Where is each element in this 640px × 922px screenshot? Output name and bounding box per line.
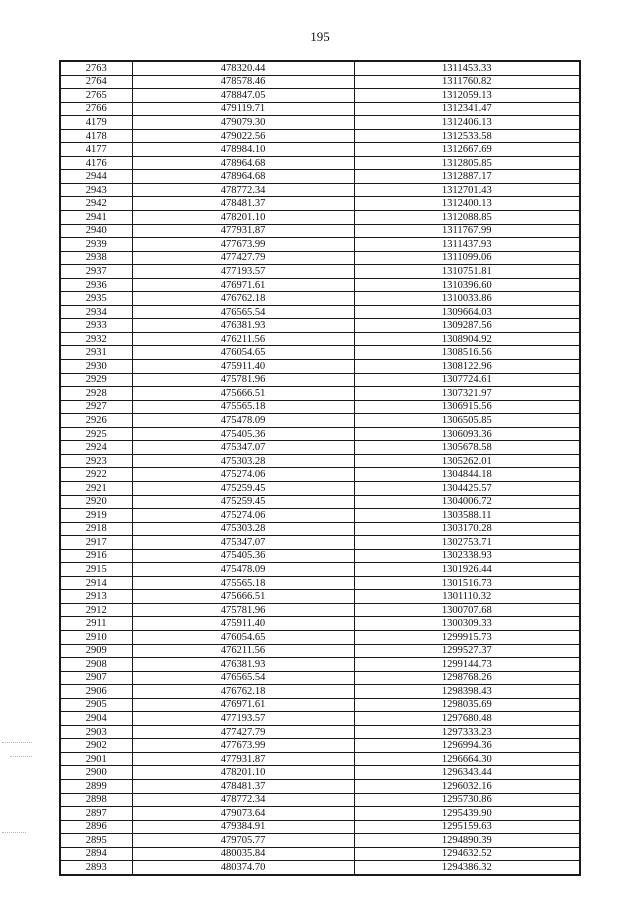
point-number-cell: 2907 <box>60 671 132 685</box>
point-number-cell: 2910 <box>60 630 132 644</box>
table-row <box>60 847 580 861</box>
x-coordinate-cell: 475274.06 <box>132 509 354 523</box>
point-number-cell: 2895 <box>60 834 132 848</box>
y-coordinate-cell: 1308122.96 <box>354 360 580 374</box>
y-coordinate-cell: 1311437.93 <box>354 238 580 252</box>
table-row <box>60 292 580 306</box>
table-row <box>60 712 580 726</box>
y-coordinate-cell: 1306915.56 <box>354 400 580 414</box>
x-coordinate-cell: 477193.57 <box>132 712 354 726</box>
point-number-cell: 2916 <box>60 549 132 563</box>
point-number-cell: 2915 <box>60 563 132 577</box>
table-row <box>60 509 580 523</box>
y-coordinate-cell: 1298035.69 <box>354 698 580 712</box>
x-coordinate-cell: 475911.40 <box>132 360 354 374</box>
point-number-cell: 2920 <box>60 495 132 509</box>
table-row <box>60 671 580 685</box>
point-number-cell: 2936 <box>60 278 132 292</box>
point-number-cell: 2912 <box>60 603 132 617</box>
point-number-cell: 2763 <box>60 61 132 75</box>
table-row <box>60 468 580 482</box>
table-row <box>60 441 580 455</box>
table-row <box>60 590 580 604</box>
point-number-cell: 2942 <box>60 197 132 211</box>
x-coordinate-cell: 475259.45 <box>132 481 354 495</box>
point-number-cell: 2918 <box>60 522 132 536</box>
y-coordinate-cell: 1297680.48 <box>354 712 580 726</box>
point-number-cell: 4179 <box>60 116 132 130</box>
point-number-cell: 4177 <box>60 143 132 157</box>
x-coordinate-cell: 475405.36 <box>132 549 354 563</box>
table-row <box>60 427 580 441</box>
table-row <box>60 698 580 712</box>
x-coordinate-cell: 478481.37 <box>132 197 354 211</box>
x-coordinate-cell: 479119.71 <box>132 102 354 116</box>
point-number-cell: 2909 <box>60 644 132 658</box>
x-coordinate-cell: 477673.99 <box>132 739 354 753</box>
table-row <box>60 319 580 333</box>
y-coordinate-cell: 1312406.13 <box>354 116 580 130</box>
y-coordinate-cell: 1312400.13 <box>354 197 580 211</box>
y-coordinate-cell: 1294632.52 <box>354 847 580 861</box>
x-coordinate-cell: 477931.87 <box>132 224 354 238</box>
x-coordinate-cell: 476054.65 <box>132 346 354 360</box>
y-coordinate-cell: 1304844.18 <box>354 468 580 482</box>
x-coordinate-cell: 478201.10 <box>132 766 354 780</box>
x-coordinate-cell: 479384.91 <box>132 820 354 834</box>
x-coordinate-cell: 476565.54 <box>132 305 354 319</box>
x-coordinate-cell: 478772.34 <box>132 183 354 197</box>
x-coordinate-cell: 475911.40 <box>132 617 354 631</box>
x-coordinate-cell: 475565.18 <box>132 400 354 414</box>
point-number-cell: 2938 <box>60 251 132 265</box>
x-coordinate-cell: 475781.96 <box>132 373 354 387</box>
table-row <box>60 536 580 550</box>
table-row <box>60 251 580 265</box>
y-coordinate-cell: 1296032.16 <box>354 779 580 793</box>
table-row <box>60 779 580 793</box>
table-row <box>60 129 580 143</box>
point-number-cell: 2937 <box>60 265 132 279</box>
point-number-cell: 2908 <box>60 658 132 672</box>
y-coordinate-cell: 1312059.13 <box>354 89 580 103</box>
point-number-cell: 2898 <box>60 793 132 807</box>
point-number-cell: 2766 <box>60 102 132 116</box>
x-coordinate-cell: 478772.34 <box>132 793 354 807</box>
table-row <box>60 400 580 414</box>
margin-mark <box>2 832 26 834</box>
point-number-cell: 2904 <box>60 712 132 726</box>
x-coordinate-cell: 475347.07 <box>132 536 354 550</box>
y-coordinate-cell: 1295439.90 <box>354 807 580 821</box>
table-row <box>60 278 580 292</box>
page-number: 195 <box>310 29 330 44</box>
x-coordinate-cell: 478984.10 <box>132 143 354 157</box>
x-coordinate-cell: 478847.05 <box>132 89 354 103</box>
table-row <box>60 820 580 834</box>
y-coordinate-cell: 1312701.43 <box>354 183 580 197</box>
table-row <box>60 89 580 103</box>
y-coordinate-cell: 1296994.36 <box>354 739 580 753</box>
x-coordinate-cell: 476381.93 <box>132 658 354 672</box>
x-coordinate-cell: 477193.57 <box>132 265 354 279</box>
table-row <box>60 75 580 89</box>
x-coordinate-cell: 478964.68 <box>132 156 354 170</box>
point-number-cell: 2897 <box>60 807 132 821</box>
coordinates-table-body <box>60 61 580 875</box>
x-coordinate-cell: 479073.64 <box>132 807 354 821</box>
point-number-cell: 2924 <box>60 441 132 455</box>
point-number-cell: 2901 <box>60 752 132 766</box>
x-coordinate-cell: 480035.84 <box>132 847 354 861</box>
table-row <box>60 522 580 536</box>
point-number-cell: 2922 <box>60 468 132 482</box>
y-coordinate-cell: 1312533.58 <box>354 129 580 143</box>
x-coordinate-cell: 479022.56 <box>132 129 354 143</box>
table-row <box>60 332 580 346</box>
y-coordinate-cell: 1311760.82 <box>354 75 580 89</box>
table-row <box>60 373 580 387</box>
x-coordinate-cell: 476565.54 <box>132 671 354 685</box>
point-number-cell: 2923 <box>60 454 132 468</box>
point-number-cell: 2926 <box>60 414 132 428</box>
table-row <box>60 630 580 644</box>
x-coordinate-cell: 475303.28 <box>132 522 354 536</box>
point-number-cell: 2899 <box>60 779 132 793</box>
table-row <box>60 739 580 753</box>
y-coordinate-cell: 1310751.81 <box>354 265 580 279</box>
table-row <box>60 685 580 699</box>
y-coordinate-cell: 1311767.99 <box>354 224 580 238</box>
y-coordinate-cell: 1312341.47 <box>354 102 580 116</box>
table-row <box>60 495 580 509</box>
point-number-cell: 2927 <box>60 400 132 414</box>
y-coordinate-cell: 1308516.56 <box>354 346 580 360</box>
y-coordinate-cell: 1297333.23 <box>354 725 580 739</box>
table-row <box>60 116 580 130</box>
table-row <box>60 346 580 360</box>
y-coordinate-cell: 1310396.60 <box>354 278 580 292</box>
x-coordinate-cell: 475478.09 <box>132 414 354 428</box>
y-coordinate-cell: 1312805.85 <box>354 156 580 170</box>
point-number-cell: 2939 <box>60 238 132 252</box>
y-coordinate-cell: 1303588.11 <box>354 509 580 523</box>
table-row <box>60 61 580 75</box>
table-row <box>60 807 580 821</box>
point-number-cell: 2941 <box>60 211 132 225</box>
y-coordinate-cell: 1307724.61 <box>354 373 580 387</box>
table-row <box>60 170 580 184</box>
y-coordinate-cell: 1303170.28 <box>354 522 580 536</box>
x-coordinate-cell: 476211.56 <box>132 332 354 346</box>
y-coordinate-cell: 1295730.86 <box>354 793 580 807</box>
table-row <box>60 211 580 225</box>
x-coordinate-cell: 476762.18 <box>132 292 354 306</box>
point-number-cell: 2935 <box>60 292 132 306</box>
table-row <box>60 454 580 468</box>
x-coordinate-cell: 480374.70 <box>132 861 354 875</box>
y-coordinate-cell: 1300707.68 <box>354 603 580 617</box>
x-coordinate-cell: 475303.28 <box>132 454 354 468</box>
point-number-cell: 2928 <box>60 387 132 401</box>
x-coordinate-cell: 476211.56 <box>132 644 354 658</box>
table-row <box>60 603 580 617</box>
point-number-cell: 2906 <box>60 685 132 699</box>
x-coordinate-cell: 475666.51 <box>132 590 354 604</box>
y-coordinate-cell: 1298398.43 <box>354 685 580 699</box>
table-row <box>60 143 580 157</box>
y-coordinate-cell: 1300309.33 <box>354 617 580 631</box>
table-row <box>60 238 580 252</box>
y-coordinate-cell: 1306093.36 <box>354 427 580 441</box>
table-row <box>60 156 580 170</box>
margin-mark <box>10 756 32 758</box>
table-row <box>60 644 580 658</box>
point-number-cell: 2903 <box>60 725 132 739</box>
y-coordinate-cell: 1296343.44 <box>354 766 580 780</box>
y-coordinate-cell: 1311099.06 <box>354 251 580 265</box>
y-coordinate-cell: 1306505.85 <box>354 414 580 428</box>
table-row <box>60 563 580 577</box>
point-number-cell: 2944 <box>60 170 132 184</box>
table-row <box>60 793 580 807</box>
table-row <box>60 658 580 672</box>
table-row <box>60 481 580 495</box>
x-coordinate-cell: 475274.06 <box>132 468 354 482</box>
table-row <box>60 360 580 374</box>
point-number-cell: 2932 <box>60 332 132 346</box>
y-coordinate-cell: 1311453.33 <box>354 61 580 75</box>
x-coordinate-cell: 477427.79 <box>132 725 354 739</box>
point-number-cell: 2913 <box>60 590 132 604</box>
x-coordinate-cell: 475259.45 <box>132 495 354 509</box>
table-row <box>60 576 580 590</box>
y-coordinate-cell: 1308904.92 <box>354 332 580 346</box>
y-coordinate-cell: 1294386.32 <box>354 861 580 875</box>
y-coordinate-cell: 1298768.26 <box>354 671 580 685</box>
x-coordinate-cell: 477931.87 <box>132 752 354 766</box>
table-row <box>60 183 580 197</box>
table-row <box>60 549 580 563</box>
table-row <box>60 265 580 279</box>
y-coordinate-cell: 1312667.69 <box>354 143 580 157</box>
x-coordinate-cell: 476971.61 <box>132 278 354 292</box>
point-number-cell: 2765 <box>60 89 132 103</box>
point-number-cell: 2902 <box>60 739 132 753</box>
point-number-cell: 2933 <box>60 319 132 333</box>
point-number-cell: 2894 <box>60 847 132 861</box>
y-coordinate-cell: 1301516.73 <box>354 576 580 590</box>
x-coordinate-cell: 477427.79 <box>132 251 354 265</box>
point-number-cell: 2896 <box>60 820 132 834</box>
y-coordinate-cell: 1305262.01 <box>354 454 580 468</box>
y-coordinate-cell: 1301926.44 <box>354 563 580 577</box>
y-coordinate-cell: 1296664.30 <box>354 752 580 766</box>
x-coordinate-cell: 475478.09 <box>132 563 354 577</box>
x-coordinate-cell: 479079.30 <box>132 116 354 130</box>
margin-mark <box>2 742 32 744</box>
point-number-cell: 2934 <box>60 305 132 319</box>
point-number-cell: 4176 <box>60 156 132 170</box>
x-coordinate-cell: 476381.93 <box>132 319 354 333</box>
point-number-cell: 2931 <box>60 346 132 360</box>
table-row <box>60 834 580 848</box>
x-coordinate-cell: 475781.96 <box>132 603 354 617</box>
y-coordinate-cell: 1299915.73 <box>354 630 580 644</box>
x-coordinate-cell: 478481.37 <box>132 779 354 793</box>
point-number-cell: 2930 <box>60 360 132 374</box>
point-number-cell: 2893 <box>60 861 132 875</box>
point-number-cell: 2925 <box>60 427 132 441</box>
table-row <box>60 766 580 780</box>
coordinates-table <box>59 60 581 876</box>
point-number-cell: 2900 <box>60 766 132 780</box>
table-row <box>60 725 580 739</box>
x-coordinate-cell: 479705.77 <box>132 834 354 848</box>
y-coordinate-cell: 1304425.57 <box>354 481 580 495</box>
x-coordinate-cell: 478320.44 <box>132 61 354 75</box>
point-number-cell: 4178 <box>60 129 132 143</box>
point-number-cell: 2917 <box>60 536 132 550</box>
y-coordinate-cell: 1301110.32 <box>354 590 580 604</box>
table-row <box>60 197 580 211</box>
table-row <box>60 387 580 401</box>
point-number-cell: 2919 <box>60 509 132 523</box>
y-coordinate-cell: 1307321.97 <box>354 387 580 401</box>
x-coordinate-cell: 475565.18 <box>132 576 354 590</box>
table-row <box>60 305 580 319</box>
x-coordinate-cell: 476762.18 <box>132 685 354 699</box>
point-number-cell: 2943 <box>60 183 132 197</box>
x-coordinate-cell: 478201.10 <box>132 211 354 225</box>
table-row <box>60 752 580 766</box>
y-coordinate-cell: 1309664.03 <box>354 305 580 319</box>
y-coordinate-cell: 1312088.85 <box>354 211 580 225</box>
y-coordinate-cell: 1294890.39 <box>354 834 580 848</box>
x-coordinate-cell: 476971.61 <box>132 698 354 712</box>
x-coordinate-cell: 478578.46 <box>132 75 354 89</box>
point-number-cell: 2764 <box>60 75 132 89</box>
y-coordinate-cell: 1304006.72 <box>354 495 580 509</box>
y-coordinate-cell: 1302338.93 <box>354 549 580 563</box>
y-coordinate-cell: 1299144.73 <box>354 658 580 672</box>
point-number-cell: 2940 <box>60 224 132 238</box>
y-coordinate-cell: 1310033.86 <box>354 292 580 306</box>
x-coordinate-cell: 478964.68 <box>132 170 354 184</box>
x-coordinate-cell: 475405.36 <box>132 427 354 441</box>
y-coordinate-cell: 1309287.56 <box>354 319 580 333</box>
point-number-cell: 2921 <box>60 481 132 495</box>
x-coordinate-cell: 476054.65 <box>132 630 354 644</box>
table-row <box>60 861 580 875</box>
table-row <box>60 224 580 238</box>
y-coordinate-cell: 1299527.37 <box>354 644 580 658</box>
y-coordinate-cell: 1302753.71 <box>354 536 580 550</box>
point-number-cell: 2905 <box>60 698 132 712</box>
x-coordinate-cell: 477673.99 <box>132 238 354 252</box>
table-row <box>60 102 580 116</box>
point-number-cell: 2929 <box>60 373 132 387</box>
x-coordinate-cell: 475347.07 <box>132 441 354 455</box>
point-number-cell: 2911 <box>60 617 132 631</box>
y-coordinate-cell: 1312887.17 <box>354 170 580 184</box>
x-coordinate-cell: 475666.51 <box>132 387 354 401</box>
y-coordinate-cell: 1295159.63 <box>354 820 580 834</box>
table-row <box>60 617 580 631</box>
point-number-cell: 2914 <box>60 576 132 590</box>
table-row <box>60 414 580 428</box>
y-coordinate-cell: 1305678.58 <box>354 441 580 455</box>
